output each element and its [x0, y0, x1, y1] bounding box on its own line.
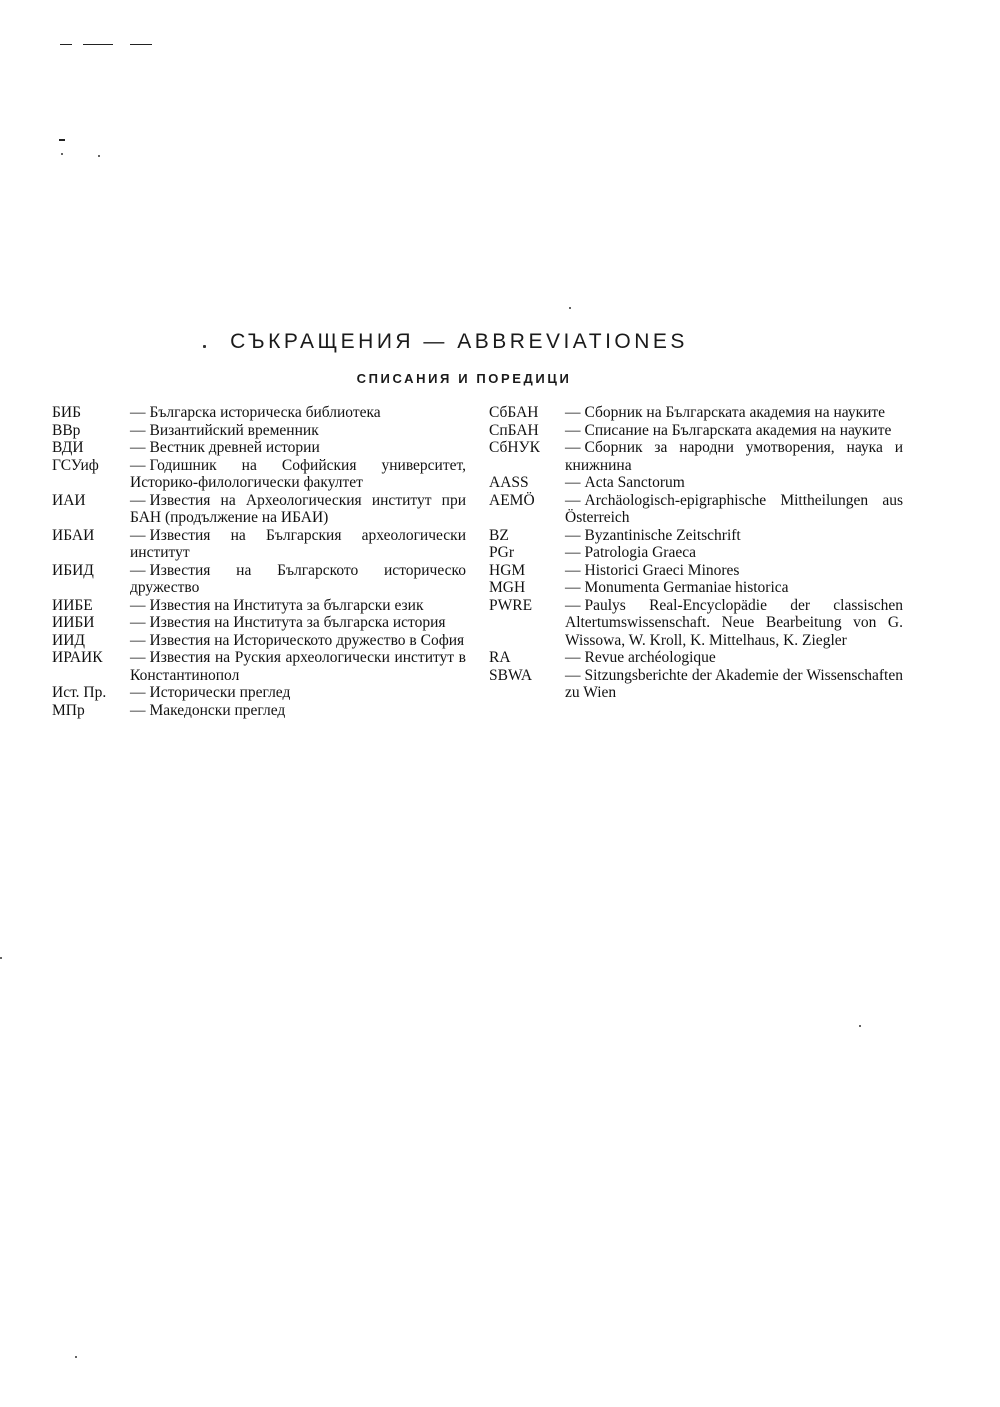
abbreviation-entry	[52, 439, 466, 457]
abbreviation: ИРАИК	[52, 649, 103, 666]
em-dash: —	[565, 666, 581, 684]
abbreviation-description	[565, 492, 903, 527]
description-text: Сборник за народни умотворения, наука и книжнина	[565, 439, 903, 474]
abbreviation-description	[130, 614, 466, 632]
description-text: Monumenta Germaniae historica	[584, 579, 789, 596]
abbreviation: ИБИД	[52, 561, 94, 579]
abbreviation-entry	[52, 404, 466, 422]
abbreviation-entry	[52, 492, 466, 527]
abbreviation: СбНУК	[489, 439, 540, 456]
em-dash: —	[565, 579, 581, 596]
description-text: Известия на Руския археологически институт в Константинопол	[130, 649, 466, 684]
scan-dot	[75, 1356, 77, 1358]
scan-dot	[569, 307, 571, 309]
description-text: Българска историческа библиотека	[149, 404, 381, 421]
abbreviation: PGr	[489, 544, 514, 561]
description-text: Acta Sanctorum	[584, 474, 685, 491]
abbreviation: PWRE	[489, 596, 533, 614]
abbreviation-description	[130, 422, 466, 440]
page-title: СЪКРАЩЕНИЯ — ABBREVIATIONES	[230, 330, 688, 353]
abbreviation-entry	[489, 579, 903, 597]
description-text: Македонски преглед	[149, 701, 286, 719]
section-heading: СПИСАНИЯ И ПОРЕДИЦИ	[356, 371, 572, 386]
em-dash: —	[565, 596, 581, 614]
description-text: Известия на Българското историческо дружество	[130, 561, 466, 596]
abbreviations-left-column	[52, 404, 466, 719]
abbreviation-entry	[489, 404, 903, 422]
description-text: Известия на Българския археологически институт	[130, 526, 466, 561]
scan-mark	[59, 139, 65, 141]
abbreviation: AEMÖ	[489, 491, 535, 509]
em-dash: —	[130, 649, 146, 666]
em-dash: —	[130, 701, 146, 719]
abbreviation: МПр	[52, 701, 85, 719]
abbreviation: ИИД	[52, 631, 85, 649]
abbreviation-description	[130, 684, 466, 702]
abbreviation: ИИБЕ	[52, 596, 93, 614]
abbreviation-description	[565, 579, 903, 597]
em-dash: —	[565, 491, 581, 509]
em-dash: —	[565, 561, 581, 579]
abbreviation-entry	[52, 649, 466, 684]
abbreviation-description	[130, 404, 466, 422]
abbreviation-entry	[489, 544, 903, 562]
em-dash: —	[130, 491, 146, 509]
abbreviation: ВВр	[52, 421, 81, 439]
description-text: Byzantinische Zeitschrift	[584, 526, 741, 544]
em-dash: —	[565, 421, 581, 439]
description-text: Исторически преглед	[149, 684, 291, 701]
abbreviation: СпБАН	[489, 421, 539, 439]
abbreviation: ИАИ	[52, 491, 86, 509]
abbreviation-description	[130, 632, 466, 650]
abbreviation-description	[565, 474, 903, 492]
abbreviation-entry	[489, 562, 903, 580]
abbreviation-entry	[489, 667, 903, 702]
abbreviation: СбБАН	[489, 404, 539, 421]
description-text: Известия на Археологическия институт при БАН (продължение на ИБАИ)	[130, 491, 466, 526]
description-text: Известия на Института за българска история	[149, 614, 446, 631]
description-text: Revue archéologique	[584, 649, 716, 666]
em-dash: —	[565, 439, 581, 456]
abbreviation-entry	[489, 649, 903, 667]
abbreviation-description	[565, 527, 903, 545]
em-dash: —	[130, 614, 146, 631]
abbreviation-entry	[489, 422, 903, 440]
abbreviation-entry	[52, 527, 466, 562]
em-dash: —	[130, 421, 146, 439]
em-dash: —	[130, 684, 146, 701]
em-dash: —	[130, 596, 146, 614]
scan-dot	[98, 155, 100, 157]
abbreviation-description	[565, 649, 903, 667]
scan-mark	[130, 44, 152, 45]
abbreviation: BZ	[489, 526, 509, 544]
description-text: Византийский временник	[149, 421, 319, 439]
abbreviation-entry	[52, 457, 466, 492]
abbreviation-description	[565, 422, 903, 440]
abbreviation: Ист. Пр.	[52, 684, 107, 701]
abbreviation-entry	[52, 422, 466, 440]
em-dash: —	[130, 526, 146, 544]
abbreviation-entry	[52, 562, 466, 597]
description-text: Historici Graeci Minores	[584, 561, 740, 579]
em-dash: —	[565, 404, 581, 421]
abbreviation-entry	[52, 702, 466, 720]
abbreviation-entry	[489, 527, 903, 545]
em-dash: —	[130, 561, 146, 579]
abbreviation-description	[565, 544, 903, 562]
abbreviation: ИИБИ	[52, 614, 95, 631]
scan-mark	[83, 44, 113, 45]
description-text: Patrologia Graeca	[584, 544, 696, 561]
em-dash: —	[130, 631, 146, 649]
abbreviation-description	[565, 597, 903, 650]
abbreviation-description	[565, 667, 903, 702]
scan-dot	[0, 957, 2, 959]
abbreviation: SBWA	[489, 666, 533, 684]
em-dash: —	[565, 474, 581, 491]
abbreviation: ВДИ	[52, 439, 84, 456]
description-text: Годишник на Софийския университет, Историко-филологически факултет	[130, 456, 466, 491]
em-dash: —	[130, 439, 146, 456]
abbreviation-entry	[489, 439, 903, 474]
description-text: Paulys Real-Encyclopädie der classischen Altertumswissenschaft. Neue Bearbeitung von G. Wissowa, W. Kroll, K. Mittelhaus, K. Ziegler	[565, 596, 903, 649]
abbreviation: AASS	[489, 474, 529, 491]
description-text: Сборник на Българската академия на науките	[584, 404, 886, 421]
abbreviation-description	[130, 439, 466, 457]
abbreviation: ИБАИ	[52, 526, 95, 544]
description-text: Sitzungsberichte der Akademie der Wissenschaften zu Wien	[565, 666, 903, 701]
abbreviation-entry	[52, 684, 466, 702]
abbreviation-description	[130, 492, 466, 527]
abbreviation-description	[565, 562, 903, 580]
abbreviation: БИБ	[52, 404, 81, 421]
scan-mark	[60, 44, 72, 45]
abbreviation-description	[565, 404, 903, 422]
description-text: Archäologisch-epigraphische Mittheilungen aus Österreich	[565, 491, 903, 526]
abbreviation-entry	[489, 492, 903, 527]
em-dash: —	[565, 544, 581, 561]
abbreviations-right-column	[489, 404, 903, 702]
abbreviation-entry	[52, 597, 466, 615]
em-dash: —	[130, 404, 146, 421]
em-dash: —	[565, 649, 581, 666]
abbreviation-description	[130, 649, 466, 684]
abbreviation-entry	[52, 614, 466, 632]
scan-dot	[61, 153, 63, 155]
abbreviation-description	[130, 597, 466, 615]
abbreviation-description	[130, 702, 466, 720]
description-text: Известия на Института за български език	[149, 596, 424, 614]
abbreviation-description	[130, 457, 466, 492]
abbreviation: HGM	[489, 561, 526, 579]
em-dash: —	[565, 526, 581, 544]
description-text: Списание на Българската академия на науките	[584, 421, 892, 439]
abbreviation-entry	[489, 474, 903, 492]
em-dash: —	[130, 456, 146, 474]
abbreviation-entry	[52, 632, 466, 650]
abbreviation: MGH	[489, 579, 526, 596]
abbreviation: ГСУиф	[52, 456, 99, 474]
abbreviation: RA	[489, 649, 511, 666]
abbreviation-description	[130, 527, 466, 562]
description-text: Вестник древней истории	[149, 439, 320, 456]
scan-dot	[859, 1025, 861, 1027]
abbreviation-description	[565, 439, 903, 474]
abbreviation-description	[130, 562, 466, 597]
description-text: Известия на Историческото дружество в София	[149, 631, 465, 649]
abbreviation-entry	[489, 597, 903, 650]
